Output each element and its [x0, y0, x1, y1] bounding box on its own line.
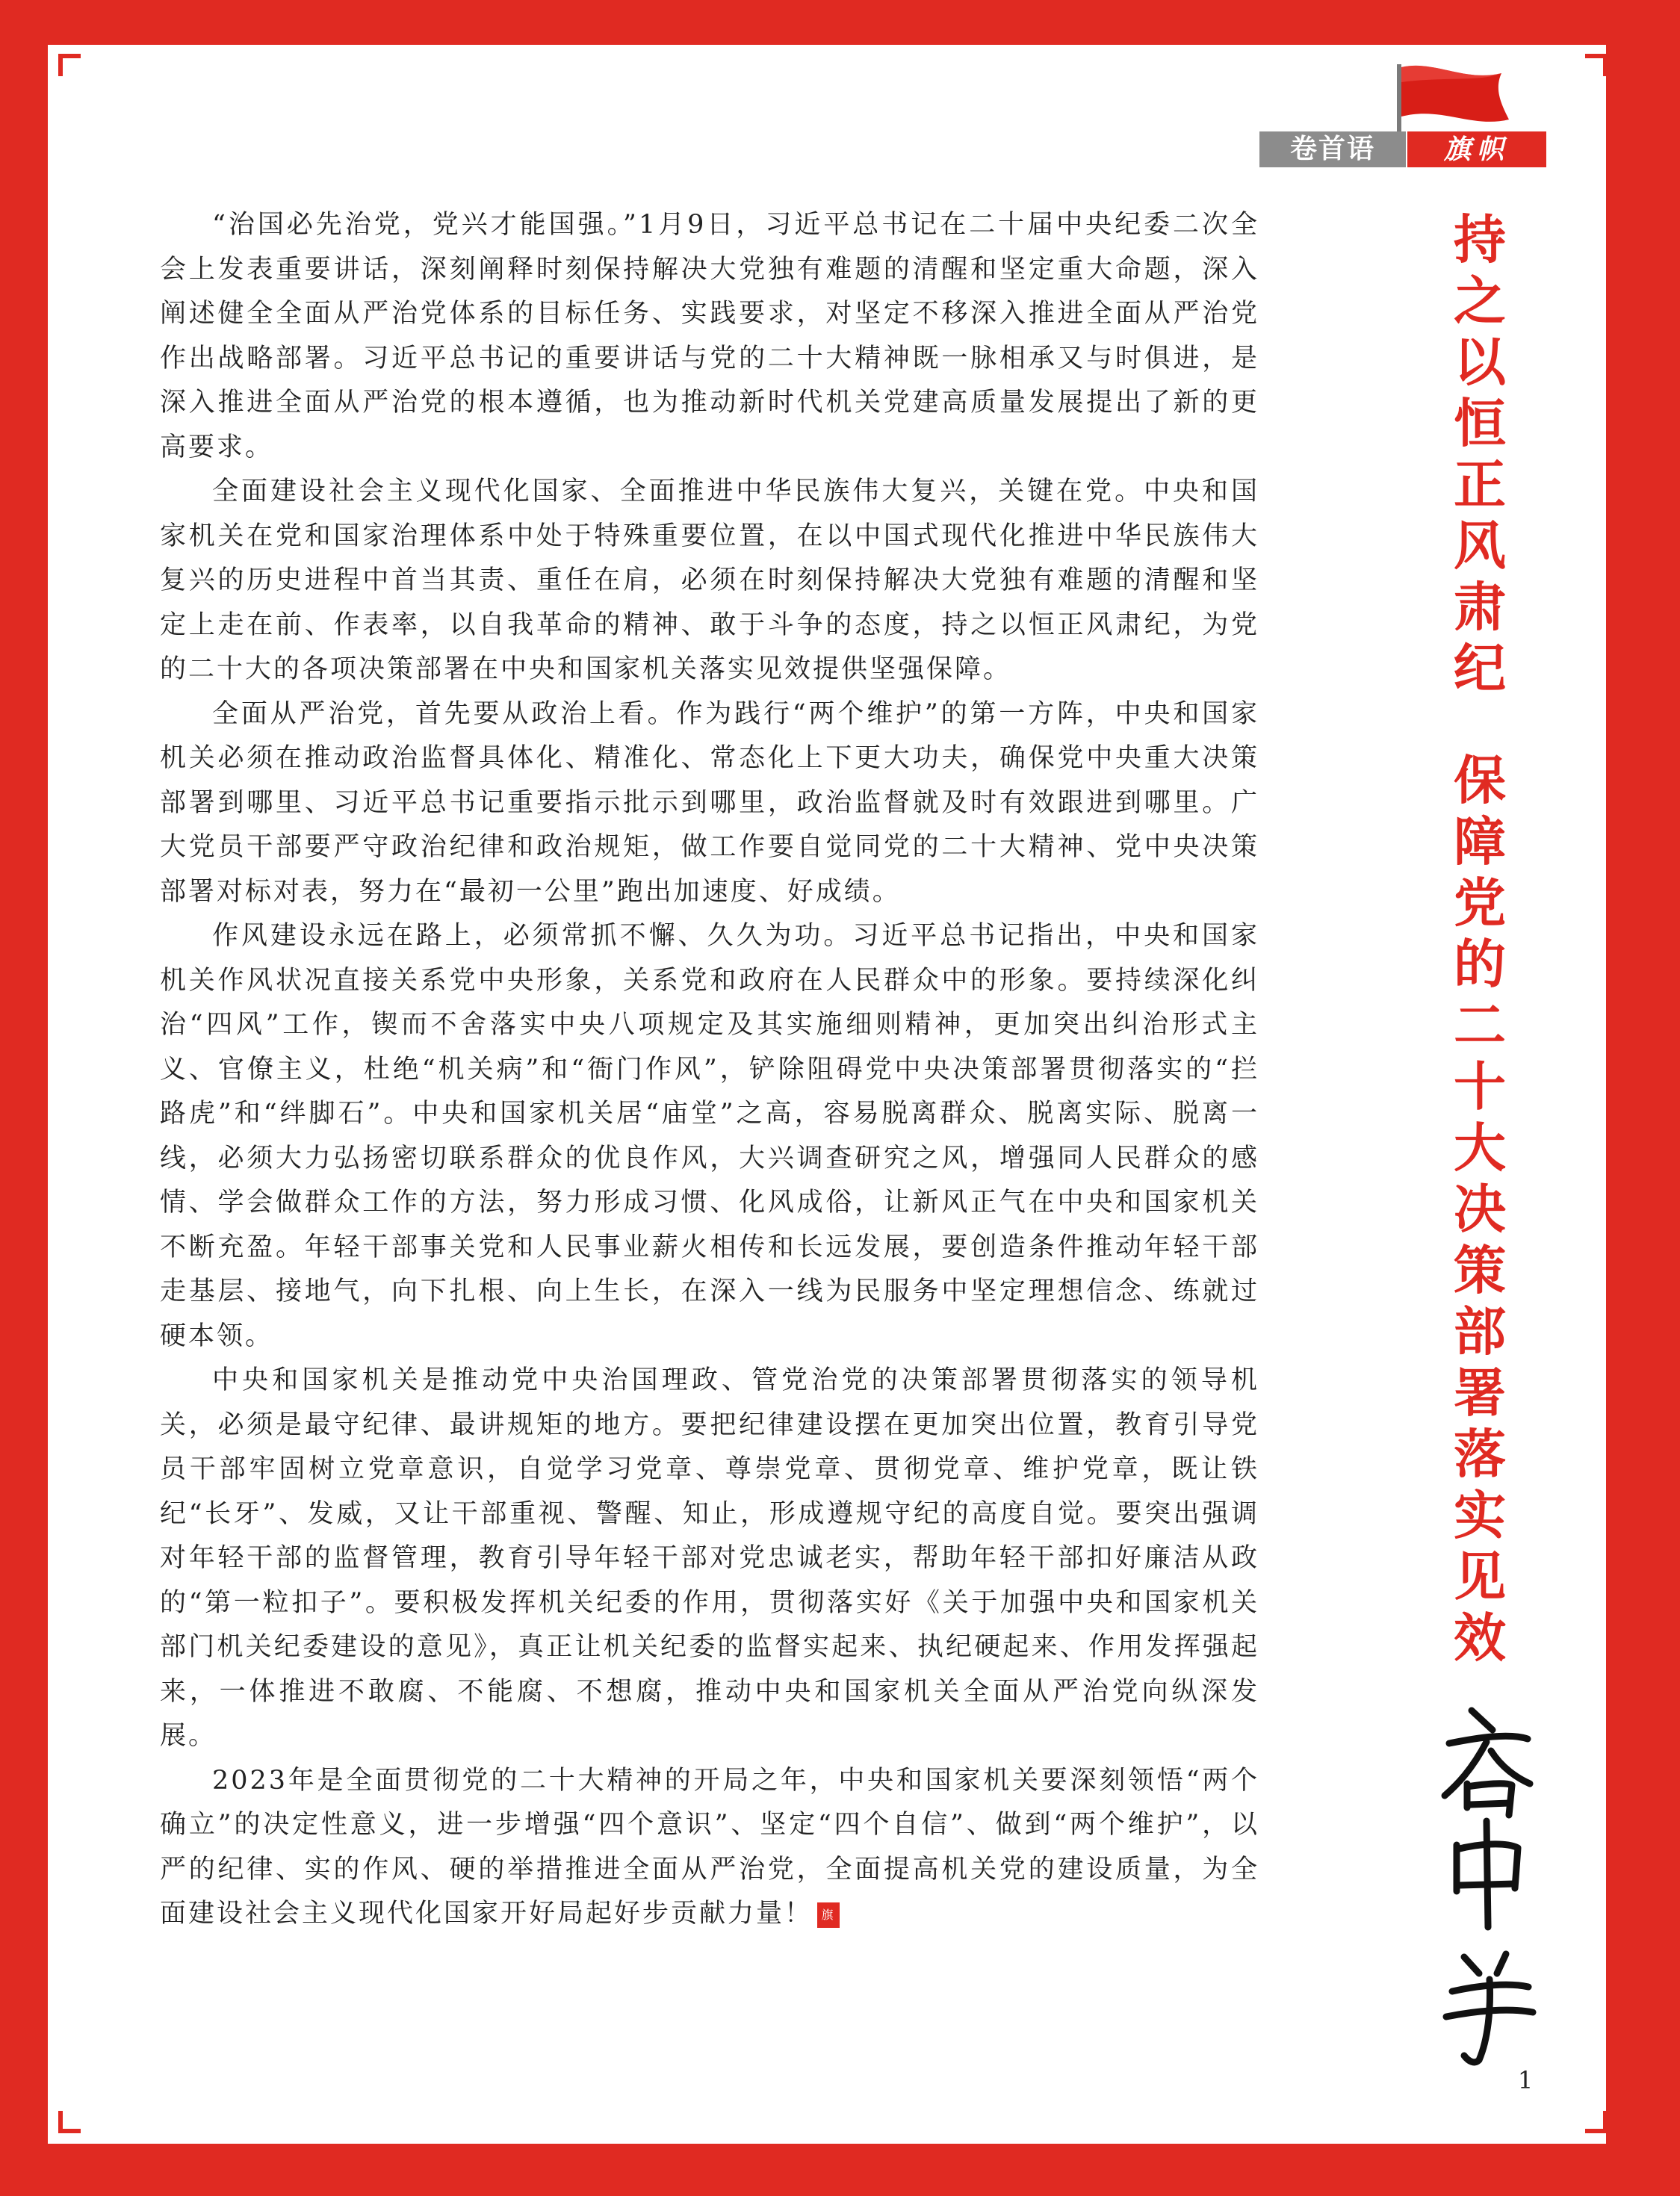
corner-ornament-bottom-right: [1585, 2111, 1608, 2133]
corner-ornament-top-right: [1585, 54, 1608, 76]
article-body: [160, 203, 1259, 1937]
corner-ornament-bottom-left: [58, 2111, 81, 2133]
column-label: 卷首语: [1259, 131, 1406, 167]
paragraph: 中央和国家机关是推动党中央治国理政、管党治党的决策部署贯彻落实的领导机关，必须是最守纪律、最讲规矩的地方。要把纪律建设摆在更加突出位置，教育引导党员干部牢固树立党章意识，自觉学习党章、尊崇党章、贯彻党章、维护党章，既让铁纪“长牙”、发威，又让干部重视、警醒、知止，形成遵规守纪的高度自觉。要突出强调对年轻干部的监督管理，教育引导年轻干部对党忠诚老实，帮助年轻干部扣好廉洁从政的“第一粒扣子”。要积极发挥机关纪委的作用，贯彻落实好《关于加强中央和国家机关部门机关纪委建设的意见》，真正让机关纪委的监督实起来、执纪硬起来、作用发挥强起来，一体推进不敢腐、不能腐、不想腐，推动中央和国家机关全面从严治党向纵深发展。: [160, 1365, 1259, 1751]
end-seal-icon: 旗: [817, 1902, 840, 1928]
paragraph-last: [160, 1759, 1259, 1937]
paragraph: 作风建设永远在路上，必须常抓不懈、久久为功。习近平总书记指出，中央和国家机关作风状况直接关系党中央形象，关系党和政府在人民群众中的形象。要持续深化纠治“四风”工作，锲而不舍落实中央八项规定及其实施细则精神，更加突出纠治形式主义、官僚主义，杜绝“机关病”和“衙门作风”，铲除阻碍党中央决策部署贯彻落实的“拦路虎”和“绊脚石”。中央和国家机关居“庙堂”之高，容易脱离群众、脱离实际、脱离一线，必须大力弘扬密切联系群众的优良作风，大兴调查研究之风，增强同人民群众的感情、学会做群众工作的方法，努力形成习惯、化风成俗，让新风正气在中央和国家机关不断充盈。年轻干部事关党和人民事业薪火相传和长远发展，要创造条件推动年轻干部走基层、接地气，向下扎根、向上生长，在深入一线为民服务中坚定理想信念、练就过硬本领。: [160, 921, 1259, 1351]
paragraph: 全面从严治党，首先要从政治上看。作为践行“两个维护”的第一方阵，中央和国家机关必须在推动政治监督具体化、精准化、常态化上下更大功夫，确保党中央重大决策部署到哪里、习近平总书记重要指示批示到哪里，政治监督就及时有效跟进到哪里。广大党员干部要严守政治纪律和政治规矩，做工作要自觉同党的二十大精神、党中央决策部署对标对表，努力在“最初一公里”跑出加速度、好成绩。: [160, 698, 1259, 907]
magazine-badge: 旗帜: [1407, 131, 1546, 167]
paragraph-text: 2023年是全面贯彻党的二十大精神的开局之年，中央和国家机关要深刻领悟“两个确立”的决定性意义，进一步增强“四个意识”、坚定“四个自信”、做到“两个维护”，以严的纪律、实的作风、硬的举措推进全面从严治党，全面提高机关党的建设质量，为全面建设社会主义现代化国家开好局起好步贡献力量！: [160, 1765, 1259, 1929]
signature: [1434, 1696, 1539, 2069]
paragraph: “治国必先治党，党兴才能国强。”1月9日，习近平总书记在二十届中央纪委二次全会上发表重要讲话，深刻阐释时刻保持解决大党独有难题的清醒和坚定重大命题，深入阐述健全全面从严治党体系的目标任务、实践要求，对坚定不移深入推进全面从严治党作出战略部署。习近平总书记的重要讲话与党的二十大精神既一脉相承又与时俱进，是深入推进全面从严治党的根本遵循，也为推动新时代机关党建高质量发展提出了新的更高要求。: [160, 210, 1259, 462]
page-number: 1: [1517, 2066, 1534, 2094]
title-line-1: 持之以恒正风肃纪: [1454, 209, 1506, 699]
corner-ornament-top-left: [58, 54, 81, 76]
paragraph: 全面建设社会主义现代化国家、全面推进中华民族伟大复兴，关键在党。中央和国家机关在党和国家治理体系中处于特殊重要位置，在以中国式现代化推进中华民族伟大复兴的历史进程中首当其责、重任在肩，必须在时刻保持解决大党独有难题的清醒和坚定上走在前、作表率，以自我革命的精神、敢于斗争的态度，持之以恒正风肃纪，为党的二十大的各项决策部署在中央和国家机关落实见效提供坚强保障。: [160, 477, 1259, 684]
title-line-2: 保障党的二十大决策部署落实见效: [1454, 750, 1506, 1669]
